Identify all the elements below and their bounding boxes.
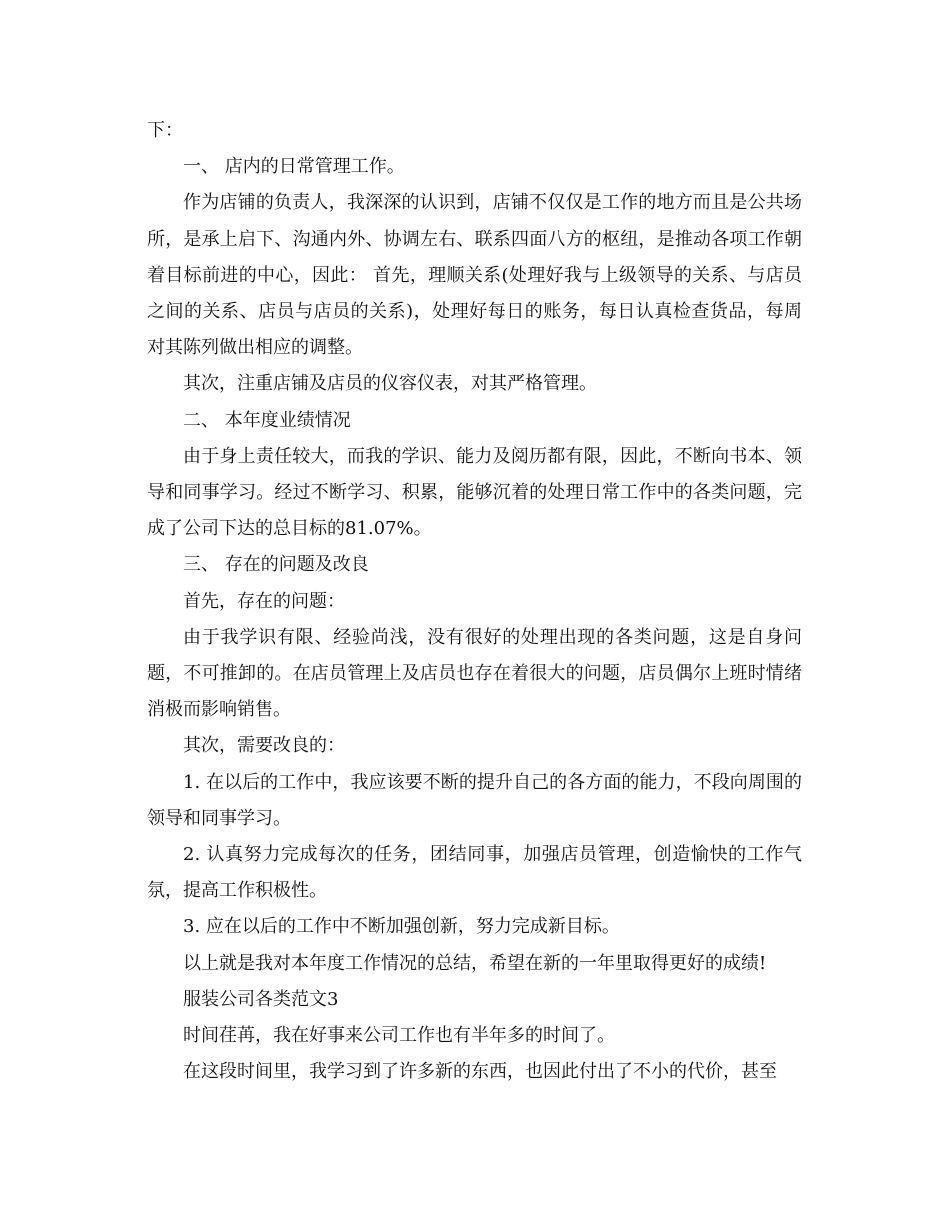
paragraph: 作为店铺的负责人，我深深的认识到，店铺不仅仅是工作的地方而且是公共场所，是承上启下、沟通内外、协调左右、联系四面八方的枢纽，是推动各项工作朝着目标前进的中心，因此： 首先，理顺关系(处理好我与上级领导的关系、与店员之间的关系、店员与店员的关系)，处理好每日的账务，每日认真检查货品，每周对其陈列做出相应的调整。 xyxy=(147,192,802,359)
section-heading-2: 二、 本年度业绩情况 xyxy=(183,409,351,431)
paragraph: 其次，需要改良的： xyxy=(183,735,345,757)
article-title: 服装公司各类范文3 xyxy=(183,988,339,1010)
list-item: 2. 认真努力完成每次的任务，团结同事，加强店员管理，创造愉快的工作气氛，提高工作积极性。 xyxy=(147,844,802,902)
paragraph: 以上就是我对本年度工作情况的总结，希望在新的一年里取得更好的成绩! xyxy=(183,952,767,974)
paragraph: 在这段时间里，我学习到了许多新的东西，也因此付出了不小的代价，甚至 xyxy=(183,1061,777,1083)
document-body xyxy=(147,113,802,1090)
paragraph: 首先，存在的问题： xyxy=(183,590,345,612)
paragraph: 其次，注重店铺及店员的仪容仪表，对其严格管理。 xyxy=(183,373,597,395)
paragraph: 由于身上责任较大，而我的学识、能力及阅历都有限，因此，不断向书本、领导和同事学习。经过不断学习、积累，能够沉着的处理日常工作中的各类问题，完成了公司下达的总目标的81.07%。 xyxy=(147,445,802,540)
paragraph: 由于我学识有限、经验尚浅，没有很好的处理出现的各类问题，这是自身问题，不可推卸的。在店员管理上及店员也存在着很大的问题，店员偶尔上班时情绪消极而影响销售。 xyxy=(147,626,802,721)
paragraph: 时间荏苒，我在好事来公司工作也有半年多的时间了。 xyxy=(183,1025,615,1047)
list-item: 1. 在以后的工作中，我应该要不断的提升自己的各方面的能力，不段向周围的领导和同事学习。 xyxy=(147,771,802,829)
section-heading-1: 一、 店内的日常管理工作。 xyxy=(183,156,405,178)
section-heading-3: 三、 存在的问题及改良 xyxy=(183,554,369,576)
list-item: 3. 应在以后的工作中不断加强创新，努力完成新目标。 xyxy=(183,916,620,938)
paragraph-continuation: 下： xyxy=(147,120,183,141)
